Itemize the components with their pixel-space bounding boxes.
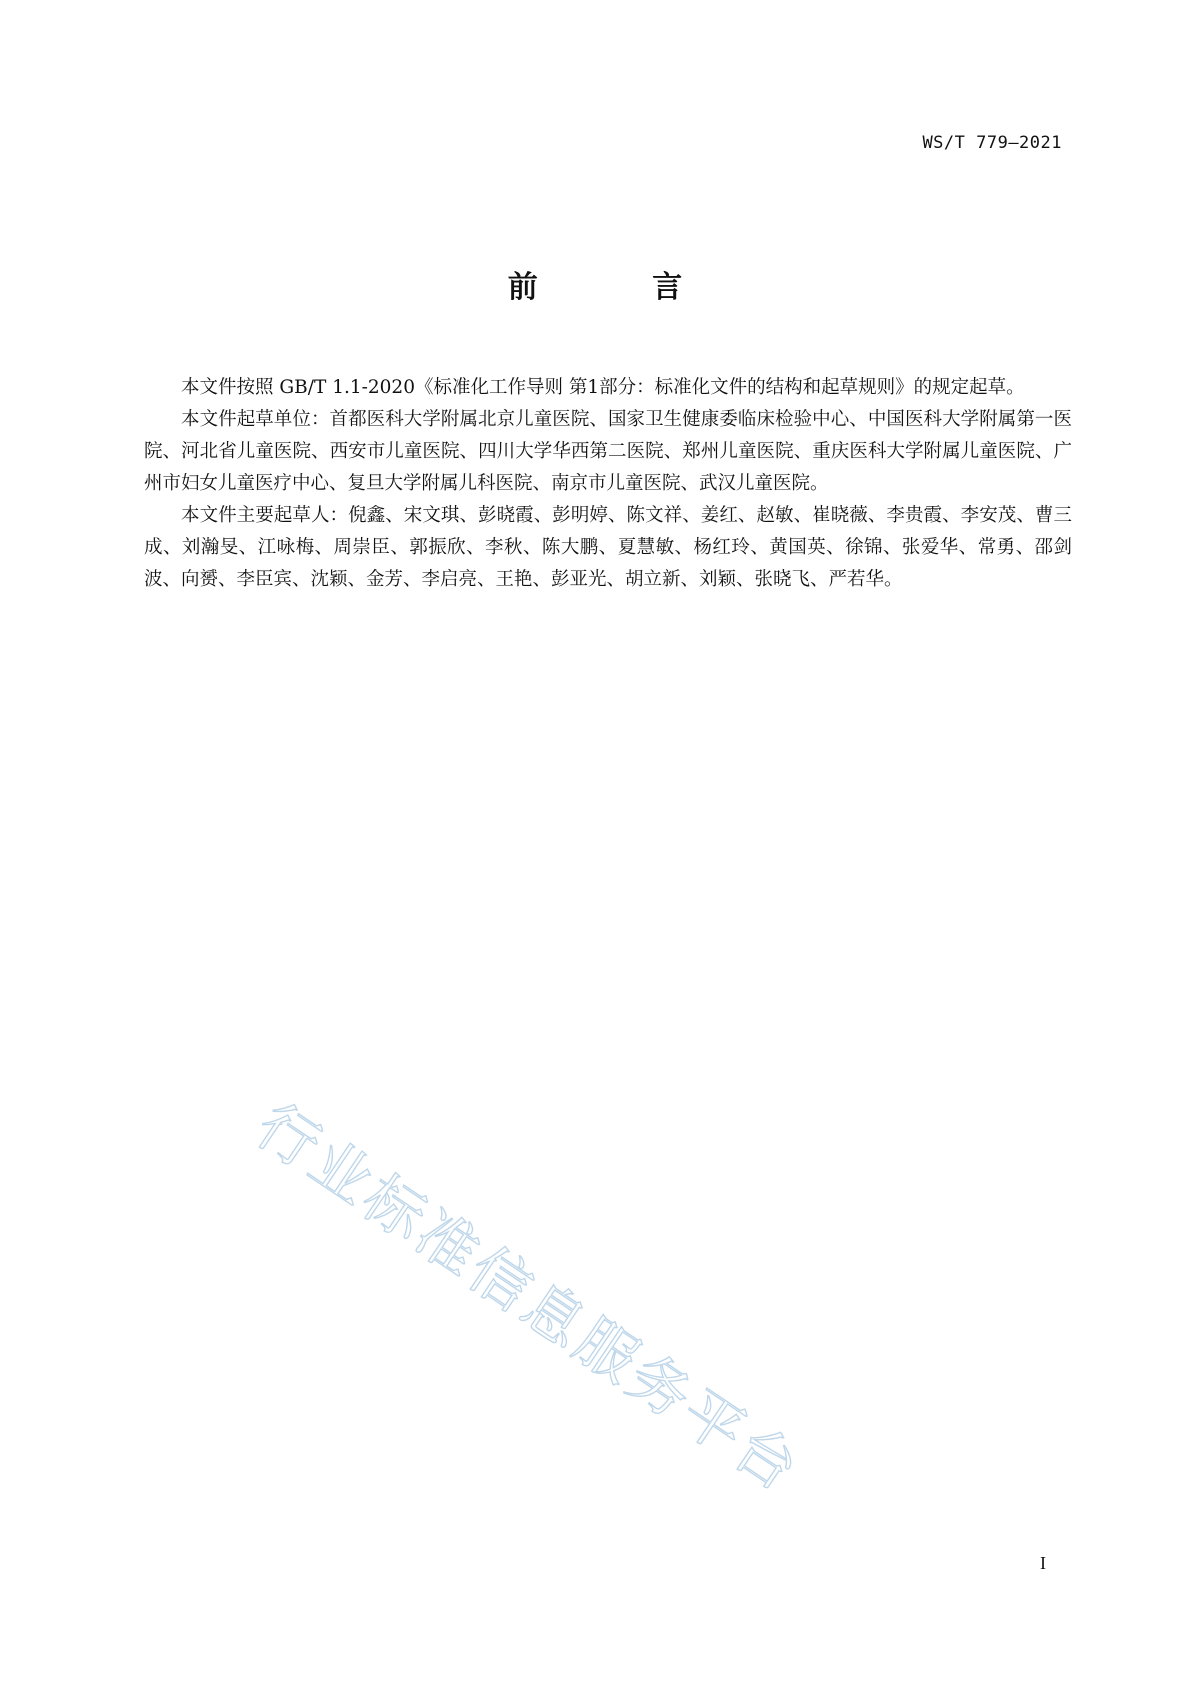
foreword-body	[144, 372, 1072, 596]
watermark: 行业标准信息服务平台	[243, 1090, 814, 1507]
page-number: I	[1040, 1553, 1046, 1573]
paragraph-drafting-rules: 本文件按照 GB/T 1.1-2020《标准化工作导则 第1部分：标准化文件的结构和起草规则》的规定起草。	[181, 377, 1025, 398]
paragraph-drafters: 本文件主要起草人：倪鑫、宋文琪、彭晓霞、彭明婷、陈文祥、姜红、赵敏、崔晓薇、李贵霞、李安茂、曹三成、刘瀚旻、江咏梅、周崇臣、郭振欣、李秋、陈大鹏、夏慧敏、杨红玲、黄国英、徐锦、张爱华、常勇、邵剑波、向赟、李臣宾、沈颖、金芳、李启亮、王艳、彭亚光、胡立新、刘颖、张晓飞、严若华。	[144, 505, 1072, 590]
document-code: WS/T 779—2021	[922, 133, 1062, 153]
page-title: 前 言	[507, 270, 735, 305]
paragraph-drafting-units: 本文件起草单位：首都医科大学附属北京儿童医院、国家卫生健康委临床检验中心、中国医科大学附属第一医院、河北省儿童医院、西安市儿童医院、四川大学华西第二医院、郑州儿童医院、重庆医科大学附属儿童医院、广州市妇女儿童医疗中心、复旦大学附属儿科医院、南京市儿童医院、武汉儿童医院。	[144, 409, 1072, 494]
